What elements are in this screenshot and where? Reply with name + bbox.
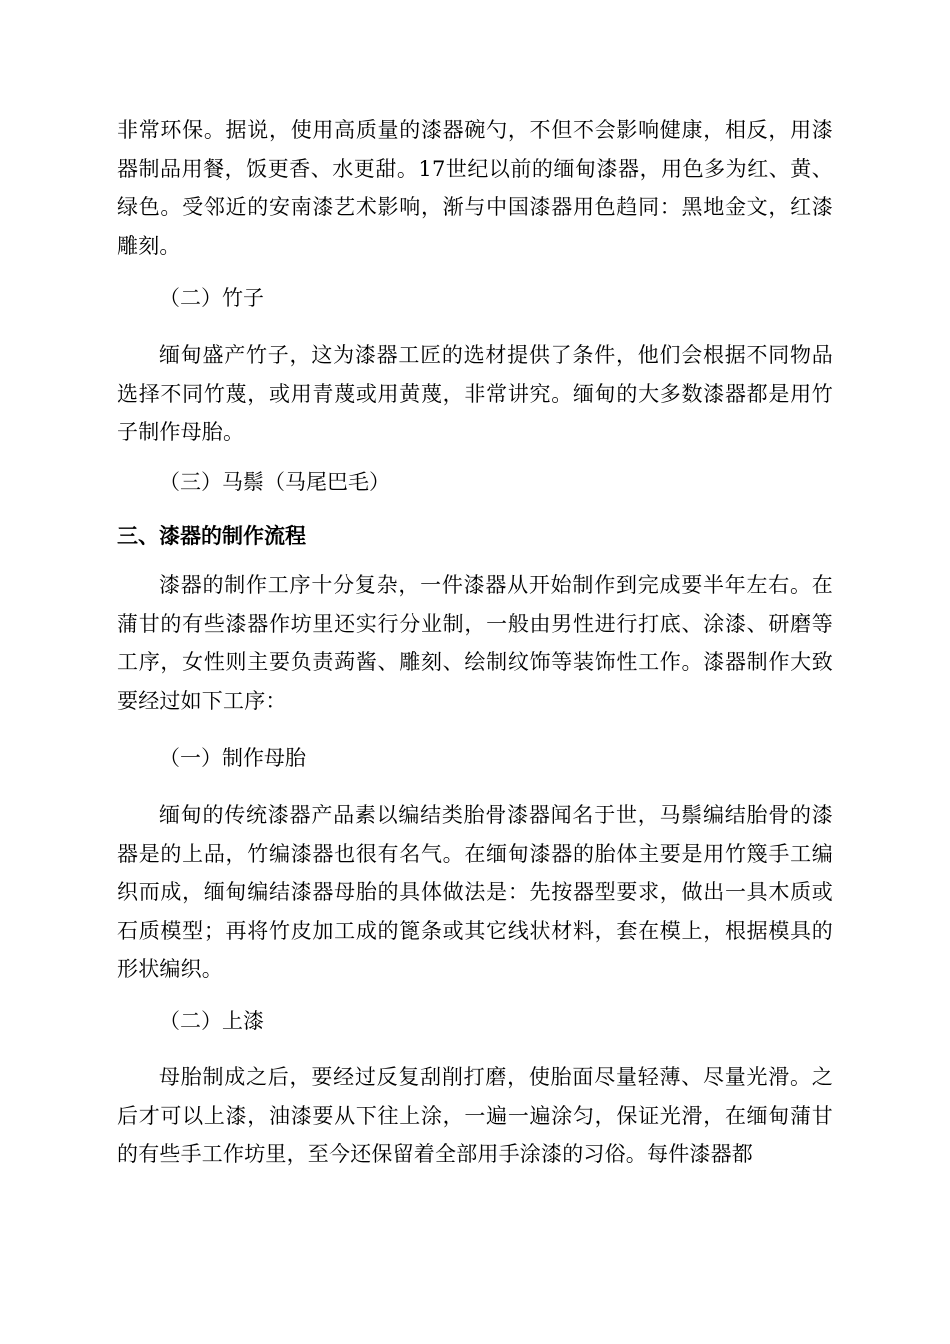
paragraph-process-intro: 漆器的制作工序十分复杂，一件漆器从开始制作到完成要半年左右。在蒲甘的有些漆器作坊里还实行分业制，一般由男性进行打底、涂漆、研磨等工序，女性则主要负责蒟酱、雕刻、绘制纹饰等装饰性工作。漆器制作大致要经过如下工序： bbox=[117, 573, 833, 713]
subheading-lacquering: （二）上漆 bbox=[159, 1009, 264, 1033]
paragraph-continuation: 非常环保。据说，使用高质量的漆器碗勺，不但不会影响健康，相反，用漆器制品用餐，饭更香、水更甜。17世纪以前的缅甸漆器，用色多为红、黄、绿色。受邻近的安南漆艺术影响，渐与中国漆器用色趋同：黑地金文，红漆雕刻。 bbox=[117, 118, 833, 258]
paragraph-make-base: 缅甸的传统漆器产品素以编结类胎骨漆器闻名于世，马鬃编结胎骨的漆器是的上品，竹编漆器也很有名气。在缅甸漆器的胎体主要是用竹篾手工编织而成，缅甸编结漆器母胎的具体做法是：先按器型要求，做出一具木质或石质模型；再将竹皮加工成的篦条或其它线状材料，套在模上，根据模具的形状编织。 bbox=[117, 803, 833, 981]
subheading-horsehair: （三）马鬃（马尾巴毛） bbox=[159, 470, 390, 494]
subheading-make-base: （一）制作母胎 bbox=[159, 746, 306, 770]
section-heading-process: 三、漆器的制作流程 bbox=[117, 524, 306, 548]
paragraph-lacquering: 母胎制成之后，要经过反复刮削打磨，使胎面尽量轻薄、尽量光滑。之后才可以上漆，油漆要从下往上涂，一遍一遍涂匀，保证光滑，在缅甸蒲甘的有些手工作坊里，至今还保留着全部用手涂漆的习俗。每件漆器都 bbox=[117, 1065, 833, 1166]
subheading-bamboo: （二）竹子 bbox=[159, 286, 264, 310]
paragraph-bamboo: 缅甸盛产竹子，这为漆器工匠的选材提供了条件，他们会根据不同物品选择不同竹蔑，或用青蔑或用黄蔑，非常讲究。缅甸的大多数漆器都是用竹子制作母胎。 bbox=[117, 343, 833, 444]
